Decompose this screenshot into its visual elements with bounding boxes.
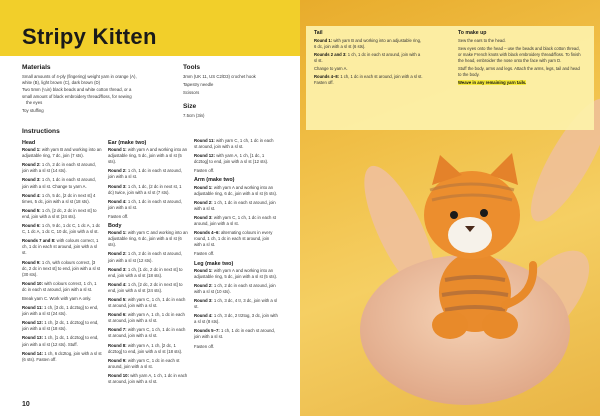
- step-label: Rounds 7 and 8:: [22, 238, 56, 244]
- kitten-muzzle: [448, 217, 492, 253]
- step-text: 1 ch, [1 dc, 2 dc in next st] to end, join with a sl st (18 sts).: [108, 266, 183, 278]
- step-label: Round 11:: [194, 138, 215, 143]
- instruction-step: [108, 312, 188, 324]
- section-heading: Arm (make two): [194, 177, 235, 184]
- instruction-step: [22, 351, 102, 363]
- step-text: 1 ch, 5 dc, [2 dc in next st] 4 times, 5 dc, join with a sl st (18 sts).: [22, 192, 96, 204]
- step-label: Round 13:: [22, 335, 44, 341]
- step-text: Fasten off.: [194, 251, 215, 257]
- step-label: Round 10:: [22, 280, 44, 286]
- step-text: 1 ch, 3 dc, 2 tr2tog, 3 dc, join with a sl st (8 sts).: [194, 313, 278, 325]
- step-text: 1 ch, [3 dc, 1 dc2tog] to end, join with a sl st (24 sts).: [22, 305, 99, 317]
- step-label: Rounds 4–8:: [314, 74, 340, 79]
- step-text: Break yarn C. Work with yarn A only.: [22, 295, 92, 301]
- step-label: Round 2:: [194, 199, 213, 205]
- page-number: 10: [22, 401, 30, 408]
- step-text: 1 ch, 2 dc in each st around, join with a sl st (12 sts).: [108, 251, 182, 263]
- instruction-step: [108, 251, 188, 263]
- step-text: 1 ch, 1 dc in each st around, join with a sl st.: [108, 168, 182, 180]
- step-label: Round 1:: [108, 147, 127, 153]
- kitten-leg: [432, 311, 468, 339]
- step-text: with yarn A and working into an adjustable ring, 5 dc, join with a sl st (5 sts).: [108, 147, 188, 165]
- instruction-step: [108, 297, 188, 309]
- section-heading: Ear (make two): [108, 140, 147, 146]
- step-text: with colours correct, 1 ch, 1 dc in each st around, join with a sl st.: [22, 280, 97, 292]
- step-text: 1 ch, 1 dc in each st around, join with a sl st. Change to yarn A.: [22, 177, 96, 189]
- step-text: 1 ch, 9 dc, 1 dc C, 1 dc A, 1 dc C, 1 dc A, 1 dc C, 10 dc, join with a sl st.: [22, 223, 101, 235]
- instruction-step: [194, 138, 278, 150]
- instruction-step: [194, 268, 278, 280]
- step-text: 1 ch, [2 dc, 2 dc in next st] to end, join with a sl st (24 sts).: [22, 207, 97, 219]
- instruction-step: [108, 199, 188, 211]
- tools-heading: Tools: [183, 64, 201, 71]
- step-label: Round 8:: [108, 342, 127, 348]
- step-label: Round 5:: [22, 207, 41, 213]
- instruction-step: [22, 147, 102, 159]
- step-label: Round 6:: [22, 223, 41, 229]
- step-text: 1 ch, 2 dc in each st around, join with a sl st (10 sts).: [194, 282, 276, 294]
- instructions-heading: Instructions: [22, 128, 60, 135]
- step-label: Round 5:: [108, 296, 127, 302]
- step-label: Round 1:: [108, 230, 127, 236]
- instruction-step: [194, 230, 278, 248]
- instruction-step: [194, 283, 278, 295]
- instruction-step: [194, 313, 278, 325]
- step-text: with yarn A, 1 ch, [2 dc, 1 dc2tog] to end, join with a sl st (18 sts).: [108, 342, 183, 354]
- highlighted-note: Weave in any remaining yarn tails.: [458, 80, 527, 85]
- instructions-column-1: [22, 138, 102, 366]
- step-text: with yarn C, 1 ch, 1 dc in each st around, join with a sl st.: [108, 296, 186, 309]
- step-label: Round 2:: [108, 168, 127, 174]
- step-label: Round 4:: [194, 313, 213, 319]
- step-text: 1 ch, 3 dc, 4 tr, 3 dc, join with a sl st.: [194, 297, 278, 310]
- step-label: Round 9:: [108, 357, 127, 363]
- instructions-column-2: [108, 138, 188, 388]
- instruction-step: [22, 162, 102, 174]
- kitten-eye: [450, 211, 458, 219]
- step-text: 1 ch, [2 dc, 2 dc in next st] to end, join with a sl st (24 sts).: [108, 281, 183, 293]
- instruction-step: [22, 223, 102, 235]
- materials-line: Toy stuffing: [22, 108, 44, 114]
- makeup-heading: To make up: [458, 30, 487, 36]
- step-text: with yarn A, 1 ch, [1 dc, 1 dc2tog] to end, join with a sl st (12 sts).: [194, 153, 269, 165]
- instruction-step: [194, 168, 278, 174]
- step-text: alternating colours in every round, 1 ch, 1 dc in each st around, join with a sl st.: [194, 230, 273, 248]
- step-label: Round 3:: [194, 214, 213, 220]
- instruction-step: [108, 282, 188, 294]
- step-label: Round 6:: [108, 312, 127, 318]
- kitten-leg: [482, 311, 518, 339]
- section-heading: Head: [22, 140, 36, 146]
- instruction-step: [108, 214, 188, 220]
- instruction-step: [108, 184, 188, 196]
- instruction-step: [22, 335, 102, 347]
- step-label: Round 2:: [194, 282, 213, 288]
- makeup-line: Sew the ears to the head.: [458, 38, 506, 43]
- step-label: Round 3:: [194, 297, 213, 303]
- instruction-step: [194, 298, 278, 310]
- materials-line: Two 5mm (¼in) black beads and white cotton thread, or a: [22, 87, 132, 93]
- right-page-photo: [300, 0, 600, 416]
- instruction-step: [22, 238, 102, 256]
- instruction-step: [108, 267, 188, 279]
- step-label: Round 4:: [108, 281, 127, 287]
- step-label: Round 7:: [108, 327, 127, 333]
- step-label: Round 12:: [194, 153, 216, 159]
- materials-heading: Materials: [22, 64, 51, 71]
- kitten-eye: [480, 209, 488, 217]
- instruction-step: [108, 230, 188, 248]
- step-text: 1 ch, 1 dc in each st around, join with a sl st.: [194, 328, 275, 340]
- instruction-step: [22, 177, 102, 189]
- instruction-step: [194, 328, 278, 340]
- step-text: 1 ch, 1 dc in each st around, join with a sl st.: [108, 198, 182, 210]
- instructions-column-3: [194, 138, 278, 353]
- instruction-step: [194, 200, 278, 212]
- materials-line: white (B), light brown (C), dark brown (D): [22, 80, 101, 86]
- step-text: with yarn B and working into an adjustable ring, 6 dc, join with a sl st (6 sts).: [314, 38, 422, 49]
- step-label: Round 10:: [108, 372, 130, 378]
- size-heading: Size: [183, 103, 197, 110]
- step-label: Round 3:: [22, 177, 41, 183]
- instruction-step: [108, 373, 188, 385]
- materials-list: [22, 74, 162, 114]
- instruction-step: [22, 281, 102, 293]
- step-text: 1 ch, [2 dc, 1 dc2tog] to end, join with a sl st (18 sts).: [22, 320, 99, 332]
- step-text: with yarn C, 1 ch, 1 dc in each st around, join with a sl st.: [194, 214, 276, 227]
- step-label: Round 11:: [22, 305, 43, 311]
- materials-line: the eyes: [26, 99, 43, 105]
- step-label: Round 2:: [22, 162, 41, 168]
- step-text: 1 ch, [1 dc, 1 dc2tog] to end, join with a sl st (12 sts). Stuff.: [22, 335, 99, 347]
- step-text: Fasten off.: [194, 168, 215, 174]
- step-label: Round 1:: [194, 184, 213, 190]
- page-title: Stripy Kitten: [22, 24, 157, 49]
- step-text: Change to yarn A.: [314, 66, 348, 71]
- step-text: 1 ch, 1 dc, (2 dc in next st, 1 dc) twice, join with a sl st (7 sts).: [108, 183, 182, 195]
- instruction-step: [194, 153, 278, 165]
- step-label: Rounds 4–6:: [194, 230, 220, 236]
- size-value: 7.5cm (3in): [183, 113, 205, 118]
- instruction-step: [194, 344, 278, 350]
- section-heading: Body: [108, 223, 122, 230]
- step-label: Round 3:: [108, 266, 127, 272]
- tools-line: Tapestry needle: [183, 82, 214, 88]
- instruction-step: [108, 343, 188, 355]
- step-text: with yarn C, 1 dc in each st around, join with a sl st.: [108, 357, 180, 369]
- makeup-line: Stuff the body, arms and legs. Attach the arms, legs, tail and head to the body.: [458, 66, 580, 77]
- step-label: Round 3:: [108, 183, 127, 189]
- instruction-step: [22, 305, 102, 317]
- step-text: Fasten off.: [108, 213, 129, 219]
- instruction-step: [108, 358, 188, 370]
- tools-line: Scissors: [183, 90, 200, 96]
- step-text: with yarn A, 1 ch, 1 dc in each st around, join with a sl st.: [108, 312, 185, 324]
- section-heading: Leg (make two): [194, 260, 234, 267]
- step-text: with yarn C, 1 ch, 1 dc in each st around, join with a sl st.: [194, 138, 274, 150]
- step-label: Rounds 2 and 3:: [314, 52, 347, 57]
- step-text: with yarn C and working into an adjustable ring, 6 dc, join with a sl st (6 sts).: [108, 230, 188, 248]
- instruction-step: [22, 208, 102, 220]
- step-label: Round 1:: [194, 267, 213, 273]
- step-text: 1 ch, 1 dc in each st around, join with a sl st. Fasten off.: [314, 74, 423, 85]
- instruction-step: [194, 251, 278, 257]
- step-label: Round 12:: [22, 320, 44, 326]
- step-text: with yarn A and working into an adjustable ring, 5 dc, join with a sl st (5 sts).: [194, 267, 278, 279]
- instruction-step: [108, 168, 188, 180]
- makeup-line: Sew eyes onto the head – use the beads and black cotton thread, or make French knots with black embroidery thread/floss. To finish the head, embroider the nose onto the face with yarn D.: [458, 46, 581, 63]
- step-label: Round 1:: [22, 147, 41, 153]
- makeup-steps: [458, 38, 583, 86]
- step-text: 1 ch, with colours correct, [3 dc, 2 dc in next st] to end, join with a sl st (30 sts).: [22, 259, 101, 277]
- instruction-step: [22, 193, 102, 205]
- instruction-step: [194, 215, 278, 227]
- step-label: Round 4:: [22, 192, 41, 198]
- step-text: 1 ch, 1 dc in each st around, join with a sl st.: [194, 199, 276, 211]
- step-label: Round 9:: [22, 259, 41, 265]
- instruction-step: [194, 185, 278, 197]
- step-text: 1 ch, 6 dc2tog, join with a sl st (6 sts). Fasten off.: [22, 350, 102, 362]
- step-text: with colours correct, 1 ch, 1 dc in each st around, join with a sl st.: [22, 238, 99, 256]
- tail-heading: Tail: [314, 30, 323, 36]
- step-text: with yarn A, 1 ch, 1 dc in each st around, join with a sl st.: [108, 372, 188, 384]
- tools-line: 3mm (UK 11, US C2/D3) crochet hook: [183, 74, 256, 79]
- step-label: Round 14:: [22, 350, 44, 356]
- step-text: 1 ch, 2 dc in each st around, join with a sl st (14 sts).: [22, 162, 96, 174]
- step-text: with yarn C, 1 ch, 1 dc in each st around, join with a sl st.: [108, 327, 186, 339]
- materials-line: Small amounts of 4-ply (fingering) weight yarn in orange (A),: [22, 74, 137, 79]
- instruction-step: [22, 320, 102, 332]
- step-label: Rounds 5–7:: [194, 328, 220, 334]
- step-text: 1 ch, 1 dc in each st around, join with a sl st.: [314, 52, 421, 63]
- instruction-step: [108, 327, 188, 339]
- instruction-step: [22, 260, 102, 278]
- tail-steps: [314, 38, 424, 86]
- step-text: with yarn B and working into an adjustable ring, 7 dc, join (7 sts).: [22, 147, 102, 159]
- step-text: Fasten off.: [194, 343, 215, 349]
- instruction-step: [22, 296, 102, 302]
- step-label: Round 2:: [108, 251, 127, 257]
- step-text: with yarn A and working into an adjustable ring, 6 dc, join with a sl st (6 sts).: [194, 184, 278, 196]
- instruction-step: [108, 147, 188, 165]
- step-label: Round 4:: [108, 198, 127, 204]
- tools-list: [183, 74, 293, 97]
- materials-line: small amount of black embroidery thread/floss, for sewing: [22, 93, 132, 99]
- step-label: Round 1:: [314, 38, 333, 43]
